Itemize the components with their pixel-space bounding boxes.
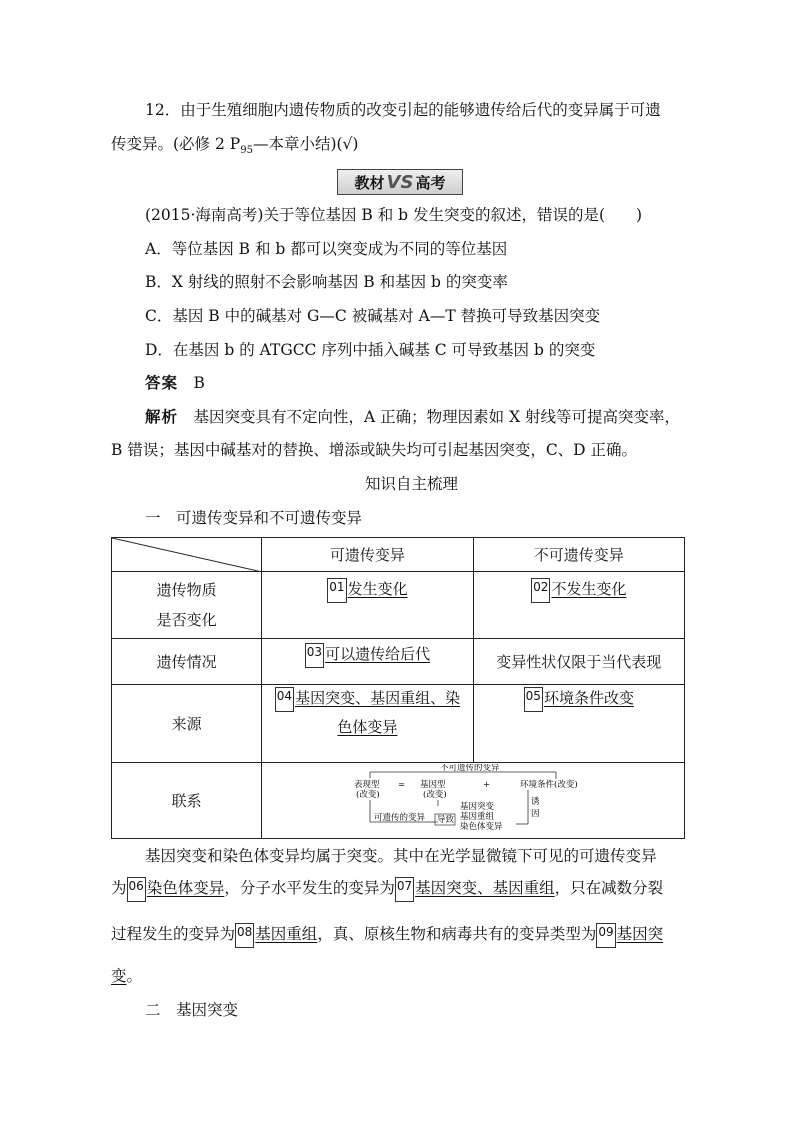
cell-03 <box>262 639 473 685</box>
blank-number-02: 02 <box>531 578 550 603</box>
diagram-env: 环境条件(改变) <box>520 779 578 790</box>
label-line2: 是否变化 <box>156 611 217 629</box>
item-12-line1: 12．由于生殖细胞内遗传物质的改变引起的能够遗传给后代的变异属于可遗 <box>145 101 661 119</box>
badge-vs: VS <box>386 171 414 193</box>
cell-02 <box>473 572 684 639</box>
blank-number-09: 09 <box>596 923 615 948</box>
cell-04 <box>262 685 473 763</box>
cell-05 <box>473 685 684 763</box>
option-a: A．等位基因 B 和 b 都可以突变成为不同的等位基因 <box>145 240 508 258</box>
blank-number-03: 03 <box>305 643 324 668</box>
blank-number-06: 06 <box>127 877 146 902</box>
answer-08: 基因重组 <box>255 925 318 943</box>
variation-comparison-table <box>111 537 685 839</box>
table-corner-cell <box>112 538 262 572</box>
row-relation-label: 联系 <box>112 763 262 839</box>
summary-text: 为 <box>111 879 127 897</box>
badge-textbook: 教材 <box>354 173 385 192</box>
diagram-cause1: 基因突变 <box>460 801 495 812</box>
summary-end: 。 <box>126 967 143 985</box>
item-12-line2 <box>111 133 358 162</box>
answer-line <box>145 372 205 394</box>
summary-text: ，只在减数分裂 <box>554 879 664 897</box>
blank-number-07: 07 <box>395 877 414 902</box>
section-title: 知识自主梳理 <box>365 475 459 493</box>
diagram-plus: + <box>483 779 491 790</box>
blank-number-05: 05 <box>524 687 543 712</box>
part2-title: 二 基因突变 <box>145 1001 239 1019</box>
summary-text: ，真、原核生物和病毒共有的变异类型为 <box>317 925 597 943</box>
blank-number-04: 04 <box>275 687 294 712</box>
analysis-line2: B 错误；基因中碱基对的替换、增添或缺失均可引起基因突变，C、D 正确。 <box>111 441 638 459</box>
answer-03: 可以遗传给后代 <box>325 645 431 663</box>
row-source-label: 来源 <box>112 685 262 763</box>
answer-value: B <box>193 374 205 392</box>
row-inheritance-label: 遗传情况 <box>112 639 262 685</box>
answer-09a: 基因突 <box>616 925 664 943</box>
summary-text: ，分子水平发生的变异为 <box>224 879 395 897</box>
summary-line2 <box>111 877 663 902</box>
cell-nonheritable-inheritance: 变异性状仅限于当代表现 <box>473 639 684 685</box>
analysis-text1: 基因突变具有不定向性，A 正确；物理因素如 X 射线等可提高突变率， <box>193 408 681 426</box>
diagram-phenotype: 表现型 <box>354 779 380 790</box>
part1-title: 一 可遗传变异和不可遗传变异 <box>145 509 363 527</box>
relation-diagram-cell <box>262 763 685 839</box>
blank-number-01: 01 <box>327 578 346 603</box>
diagram-cause2: 基因重组 <box>460 811 495 822</box>
diagram-reason-b: 因 <box>531 808 540 819</box>
diagram-cause3: 染色体变异 <box>460 821 503 832</box>
answer-04a: 基因突变、基因重组、染 <box>295 689 461 707</box>
relation-diagram <box>348 764 598 834</box>
answer-07: 基因突变、基因重组 <box>415 879 555 897</box>
diagram-genotype: 基因型 <box>420 779 446 790</box>
cell-01 <box>262 572 473 639</box>
diagram-lead: 导致 <box>437 814 455 825</box>
diagram-genotype-sub: (改变) <box>423 789 447 800</box>
answer-06: 染色体变异 <box>146 879 225 897</box>
summary-line3 <box>111 923 663 948</box>
summary-line1: 基因突变和染色体变异均属于突变。其中在光学显微镜下可见的可遗传变异 <box>145 847 657 865</box>
answer-label: 答案 <box>145 374 179 392</box>
header-nonheritable: 不可遗传变异 <box>473 538 684 572</box>
row-genetic-material-label <box>112 572 262 639</box>
option-b: B．X 射线的照射不会影响基因 B 和基因 b 的突变率 <box>145 273 508 291</box>
answer-01: 发生变化 <box>347 580 408 598</box>
diagram-heritable: 可遗传的变异 <box>374 812 426 823</box>
analysis-label: 解析 <box>145 408 179 426</box>
answer-02: 不发生变化 <box>551 580 627 598</box>
answer-05: 环境条件改变 <box>543 689 634 707</box>
item-12-text: 传变异。(必修 2 P <box>111 135 241 153</box>
analysis-line1 <box>145 406 680 428</box>
diagram-eq: = <box>398 779 406 790</box>
diagram-reason-a: 诱 <box>531 796 540 807</box>
blank-number-08: 08 <box>235 923 254 948</box>
item-12-ref: —本章小结)(√) <box>252 135 359 153</box>
question-stem: (2015·海南高考)关于等位基因 B 和 b 发生突变的叙述，错误的是( ) <box>145 206 643 224</box>
option-d: D．在基因 b 的 ATGCC 序列中插入碱基 C 可导致基因 b 的突变 <box>145 341 596 359</box>
diagonal-line <box>112 538 262 572</box>
textbook-vs-exam-badge <box>337 169 463 195</box>
option-c: C．基因 B 中的碱基对 G—C 被碱基对 A—T 替换可导致基因突变 <box>145 307 601 325</box>
badge-exam: 高考 <box>415 173 446 192</box>
summary-text: 过程发生的变异为 <box>111 925 236 943</box>
header-heritable: 可遗传变异 <box>262 538 473 572</box>
label-line1: 遗传物质 <box>156 581 217 599</box>
answer-09b: 变 <box>111 967 127 985</box>
diagram-nonheritable: 不可遗传的变异 <box>440 763 500 773</box>
page-subscript: 95 <box>240 145 253 157</box>
summary-line4 <box>111 965 142 987</box>
answer-04b: 色体变异 <box>337 718 398 736</box>
diagram-phenotype-sub: (改变) <box>356 789 380 800</box>
